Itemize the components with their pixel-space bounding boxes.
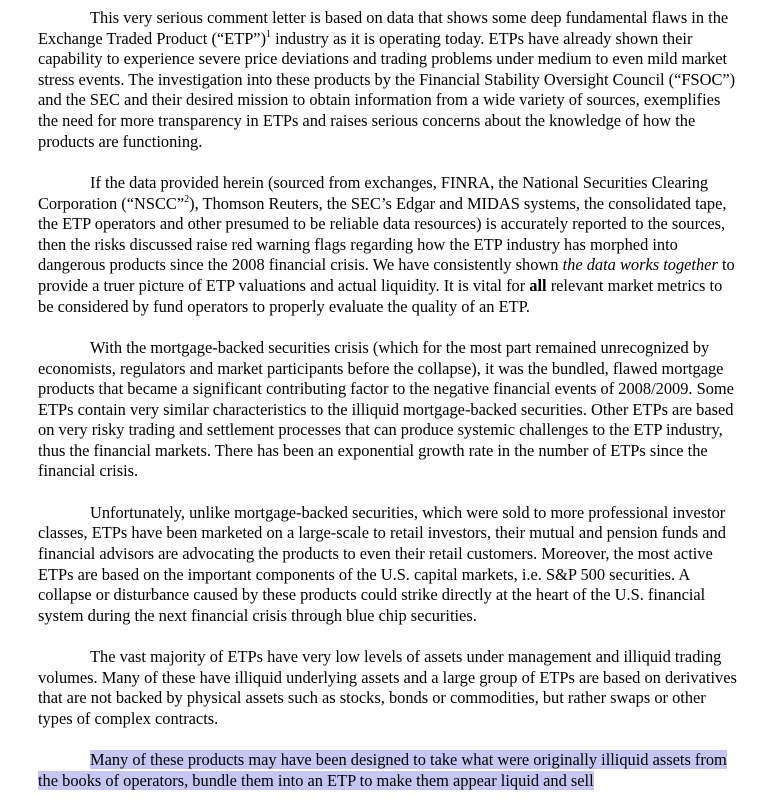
paragraph-6-highlighted[interactable] — [38, 750, 738, 791]
document-body — [38, 8, 738, 812]
paragraph-1: This very serious comment letter is based on data that shows some deep fundamental flaws in the Exchange Traded Product (“ETP”)$^1$ industry as it is operating today. ETPs have already shown their capability to experience severe price deviations and trading problems under medium to even mild market stress events. The investigation into these products by the Financial Stability Oversight Council (“FSOC”) and the SEC and their desired mission to obtain information from a wide variety of sources, exemplifies the need for more transparency in ETPs and raises serious concerns about the knowledge of how the products are functioning. — [38, 8, 736, 151]
footnote-ref-1[interactable]: 1 — [266, 28, 272, 40]
text-selection-highlight[interactable]: Many of these products may have been designed to take what were originally illiquid assets from the books of operators, bundle them into an ETP to make them appear liquid and sell — [38, 750, 727, 790]
paragraph-2: If the data provided herein (sourced from exchanges, FINRA, the National Securities Clearing Corporation (“NSCC”$^2$), Thomson Reuters, the SEC’s Edgar and MIDAS systems, the consolidated tape, the ETP operators and other presumed to be reliable data resources) is accurately reported to the sources, then the risks discussed raise red warning flags regarding how the ETP industry has morphed into dangerous products since the 2008 financial crisis. We have consistently shown the data works together to provide a truer picture of ETP valuations and actual liquidity. It is vital for all relevant market metrics to be considered by fund operators to properly evaluate the quality of an ETP. — [38, 172, 735, 316]
emphasis-text: the data works together — [562, 255, 718, 275]
paragraph-3: With the mortgage-backed securities crisis (which for the most part remained unrecognized by economists, regulators and market participants before the collapse), it was the bundled, flawed mortgage products that became a significant contributing factor to the negative financial events of 2008/2009. Some ETPs contain very similar characteristics to the illiquid mortgage-backed securities. Other ETPs are based on very risky trading and settlement processes that can produce systemic challenges to the ETP industry, thus the financial markets. There has been an exponential growth rate in the number of ETPs since the financial crisis. — [38, 337, 734, 481]
paragraph-5: The vast majority of ETPs have very low levels of assets under management and illiquid trading volumes. Many of these have illiquid underlying assets and a large group of ETPs are based on derivatives that are not backed by physical assets such as stocks, bonds or commodities, but rather swaps or other types of complex contracts. — [38, 647, 737, 728]
bold-text: all — [529, 275, 547, 295]
footnote-ref-2[interactable]: 2 — [184, 193, 190, 205]
paragraph-4: Unfortunately, unlike mortgage-backed securities, which were sold to more professional investor classes, ETPs have been marketed on a large-scale to retail investors, their mutual and pension funds and financial advisors are advocating the products to even their retail customers. Moreover, the most active ETPs are based on the important components of the U.S. capital markets, i.e. S&P 500 securities. A collapse or disturbance caused by these products could strike directly at the heart of the U.S. financial system during the next financial crisis through blue chip securities. — [38, 502, 726, 625]
